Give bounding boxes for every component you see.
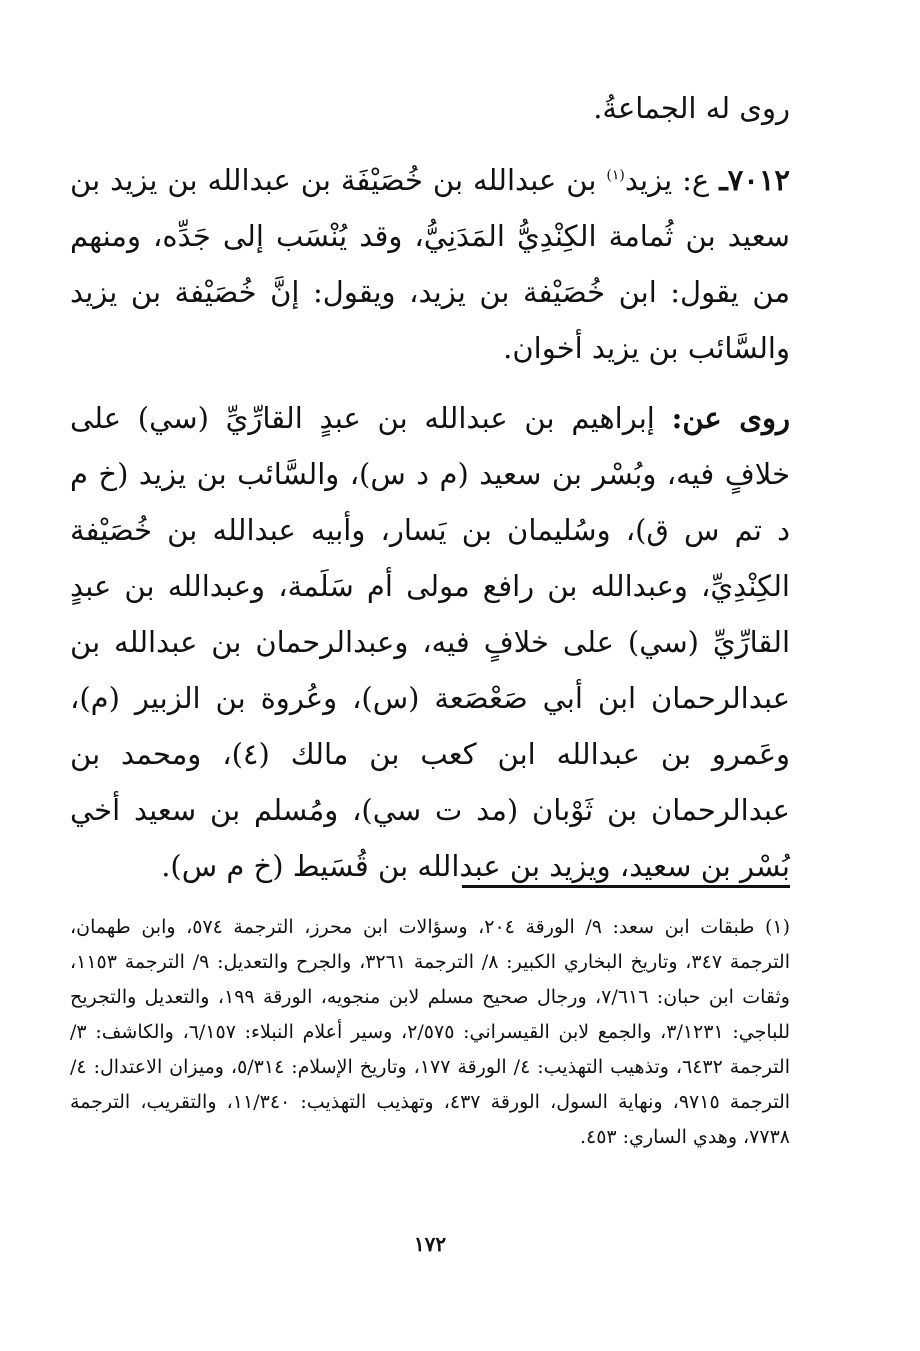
intro-line: روى له الجماعةُ. xyxy=(593,91,790,125)
narrators-heading: روى عن: xyxy=(671,401,791,435)
book-page xyxy=(70,70,790,1270)
entry-number: ٧٠١٢ـ xyxy=(719,163,790,197)
entry-symbol: ع: xyxy=(682,163,710,197)
narrators-text: إبراهيم بن عبدالله بن عبدٍ القارِّيِّ (سي) على خلافٍ فيه، وبُسْر بن سعيد (م د س)، والسَّائب بن يزيد (خ م د تم س ق)، وسُليمان بن يَسار، وأبيه عبدالله بن خُصَيْفة الكِنْدِيِّ، وعبدالله بن رافع مولى أم سَلَمة، وعبدالله بن عبدٍ القارِّيِّ (سي) على خلافٍ فيه، وعبدالرحمان بن عبدالله بن عبدالرحمان ابن أبي صَعْصَعة (س)، وعُروة بن الزبير (م)، وعَمرو بن عبدالله ابن كعب بن مالك (٤)، ومحمد بن عبدالرحمان بن ثَوْبان (مد ت سي)، ومُسلم بن سعيد أخي بُسْر بن سعيد، ويزيد بن عبدالله بن قُسَيط (خ م س). xyxy=(70,401,791,883)
entry-text: بن عبدالله بن خُصَيْفَة بن عبدالله بن يزيد بن سعيد بن ثُمامة الكِنْدِيُّ المَدَنِيُّ، وقد يُنْسَب إلى جَدِّه، ومنهم من يقول: ابن خُصَيْفة بن يزيد، ويقول: إنَّ خُصَيْفة بن يزيد والسَّائب بن يزيد أخوان. xyxy=(70,163,790,365)
footnote-text: طبقات ابن سعد: ٩/ الورقة ٢٠٤، وسؤالات ابن محرز، الترجمة ٥٧٤، وابن طهمان، الترجمة ٣٤٧، وتاريخ البخاري الكبير: ٨/ الترجمة ٣٢٦١، والجرح والتعديل: ٩/ الترجمة ١١٥٣، وثقات ابن حبان: ٧/٦١٦، ورجال صحيح مسلم لابن منجويه، الورقة ١٩٩، والتعديل والتجريح للباجي: ٣/١٢٣١، والجمع لابن القيسراني: ٢/٥٧٥، وسير أعلام النبلاء: ٦/١٥٧، والكاشف: ٣/ الترجمة ٦٤٣٢، وتذهيب التهذيب: ٤/ الورقة ١٧٧، وتاريخ الإسلام: ٥/٣١٤، وميزان الاعتدال: ٤/ الترجمة ٩٧١٥، ونهاية السول، الورقة ٤٣٧، وتهذيب التهذيب: ١١/٣٤٠، والتقريب، الترجمة ٧٧٣٨، وهدي الساري: ٤٥٣. xyxy=(70,916,791,1148)
footnote-reference: (١) xyxy=(606,167,625,184)
footnote-divider xyxy=(462,885,790,888)
page-number: ١٧٢ xyxy=(413,1232,447,1256)
footnote-marker: (١) xyxy=(764,916,790,938)
narrators-paragraph xyxy=(70,390,790,894)
entry-name: يزيد xyxy=(624,163,673,197)
footnote xyxy=(70,910,790,1155)
biography-entry xyxy=(70,152,790,376)
